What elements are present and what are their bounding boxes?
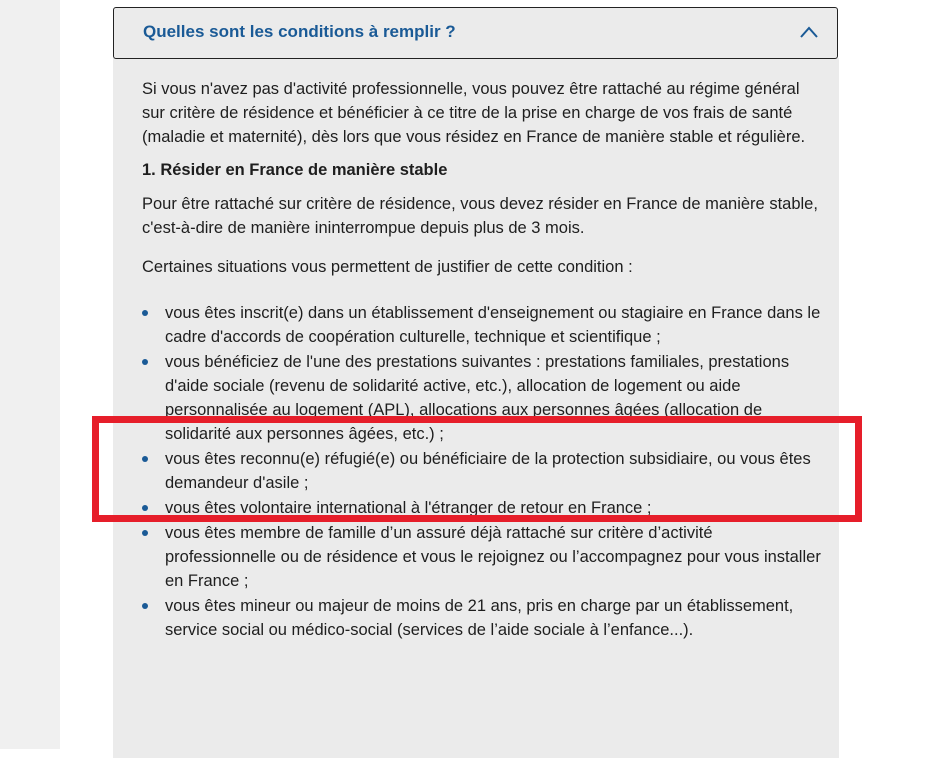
accordion-content <box>142 77 822 643</box>
left-margin-strip <box>0 0 60 749</box>
list-item <box>142 350 822 446</box>
list-item-text: vous êtes membre de famille d’un assuré déjà rattaché sur critère d’activité professionnelle ou de résidence et vous le rejoignez ou l’accompagnez pour vous installer en France ; <box>165 524 821 590</box>
list-item <box>142 447 822 495</box>
list-item <box>142 301 822 349</box>
bullet-icon <box>142 456 148 462</box>
list-item-text: vous êtes reconnu(e) réfugié(e) ou bénéficiaire de la protection subsidiaire, ou vous êtes demandeur d'asile ; <box>165 450 811 492</box>
list-item-text: vous êtes mineur ou majeur de moins de 21 ans, pris en charge par un établissement, service social ou médico-social (services de l’aide sociale à l’enfance...). <box>165 597 794 639</box>
list-item-text: vous êtes inscrit(e) dans un établissement d'enseignement ou stagiaire en France dans le cadre d'accords de coopération culturelle, technique et scientifique ; <box>165 304 821 346</box>
list-item <box>142 521 822 593</box>
lead-paragraph: Certaines situations vous permettent de justifier de cette condition : <box>142 258 633 276</box>
accordion-header[interactable] <box>113 7 838 59</box>
list-item-text: vous êtes volontaire international à l'étranger de retour en France ; <box>165 499 652 517</box>
intro-paragraph: Si vous n'avez pas d'activité professionnelle, vous pouvez être rattaché au régime général sur critère de résidence et bénéficier à ce titre de la prise en charge de vos frais de santé (maladie et maternité), dès lors que vous résidez en France de manière stable et régulière. <box>142 80 806 146</box>
rule-paragraph: Pour être rattaché sur critère de résidence, vous devez résider en France de manière stable, c'est-à-dire de manière ininterrompue depuis plus de 3 mois. <box>142 195 818 237</box>
list-item <box>142 594 822 642</box>
bullet-icon <box>142 359 148 365</box>
bullet-icon <box>142 310 148 316</box>
section-heading: 1. Résider en France de manière stable <box>142 161 448 179</box>
chevron-up-icon[interactable] <box>799 25 819 39</box>
accordion-title[interactable]: Quelles sont les conditions à remplir ? <box>143 22 456 41</box>
bullet-icon <box>142 530 148 536</box>
list-item <box>142 496 822 520</box>
bullet-icon <box>142 505 148 511</box>
bullet-icon <box>142 603 148 609</box>
conditions-list <box>142 301 822 642</box>
list-item-text: vous bénéficiez de l'une des prestations suivantes : prestations familiales, prestations d'aide sociale (revenu de solidarité active, etc.), allocation de logement ou aide personnalisée au logement (APL), allocations aux personnes âgées (allocation de solidarité aux personnes âgées, etc.) ; <box>165 353 790 443</box>
